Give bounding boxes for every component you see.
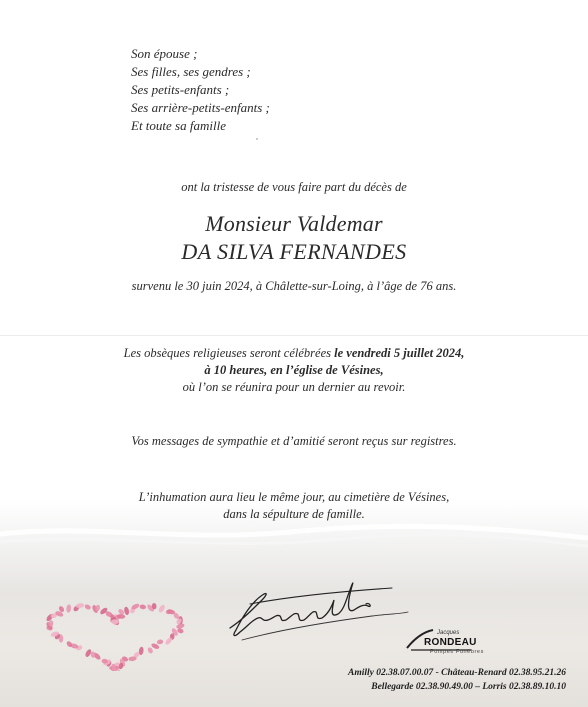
logo-firstname: Jacques [437, 630, 460, 636]
decorative-dot [256, 138, 258, 140]
wave-foam-decoration [0, 520, 588, 560]
petal [147, 646, 154, 654]
petal [66, 604, 72, 613]
deceased-name-first: Monsieur Valdemar [205, 211, 383, 236]
petal [124, 606, 130, 615]
handwritten-signature [222, 570, 412, 646]
card-fold-line [0, 335, 588, 336]
funeral-time-place: à 10 heures, en l’église de Vésines, [204, 363, 384, 377]
petal [158, 604, 166, 614]
family-line: Ses arrière-petits-enfants ; [131, 100, 270, 115]
funeral-line-1 [0, 345, 588, 362]
family-list [131, 45, 270, 135]
contact-line-2: Bellegarde 02.38.90.49.00 – Lorris 02.38.89.10.10 [371, 682, 566, 692]
family-line: Ses petits-enfants ; [131, 82, 230, 97]
petal [84, 603, 92, 610]
funeral-text: Les obsèques religieuses seront célébrées [123, 346, 335, 360]
funeral-line-3: où l’on se réunira pour un dernier au revoir. [182, 380, 406, 394]
funeral-details [0, 345, 588, 396]
deceased-name-last: DA SILVA FERNANDES [181, 239, 407, 264]
family-line: Ses filles, ses gendres ; [131, 64, 251, 79]
announcement-intro: ont la tristesse de vous faire part du décès de [181, 180, 407, 194]
inhumation-line-2: dans la sépulture de famille. [223, 507, 365, 521]
death-details: survenu le 30 juin 2024, à Châlette-sur-Loing, à l’âge de 76 ans. [131, 279, 457, 293]
logo-brand: RONDEAU [424, 637, 477, 648]
family-line: Et toute sa famille [131, 118, 226, 133]
petal [156, 639, 163, 645]
family-line: Son épouse ; [131, 46, 198, 61]
inhumation-details [0, 489, 588, 523]
petal-heart-image [40, 597, 190, 671]
petal [177, 628, 185, 635]
contact-phones [348, 666, 566, 694]
petal [139, 604, 146, 610]
inhumation-line-1: L’inhumation aura lieu le même jour, au cimetière de Vésines, [138, 490, 450, 504]
logo-tagline: Pompes Funèbres [430, 649, 484, 655]
contact-line-1: Amilly 02.38.07.00.07 - Château-Renard 02.38.95.21.26 [348, 668, 566, 678]
funeral-date: le vendredi 5 juillet 2024, [334, 346, 465, 360]
funeral-line-2 [0, 362, 588, 379]
condolence-messages-note: Vos messages de sympathie et d’amitié seront reçus sur registres. [131, 434, 457, 448]
